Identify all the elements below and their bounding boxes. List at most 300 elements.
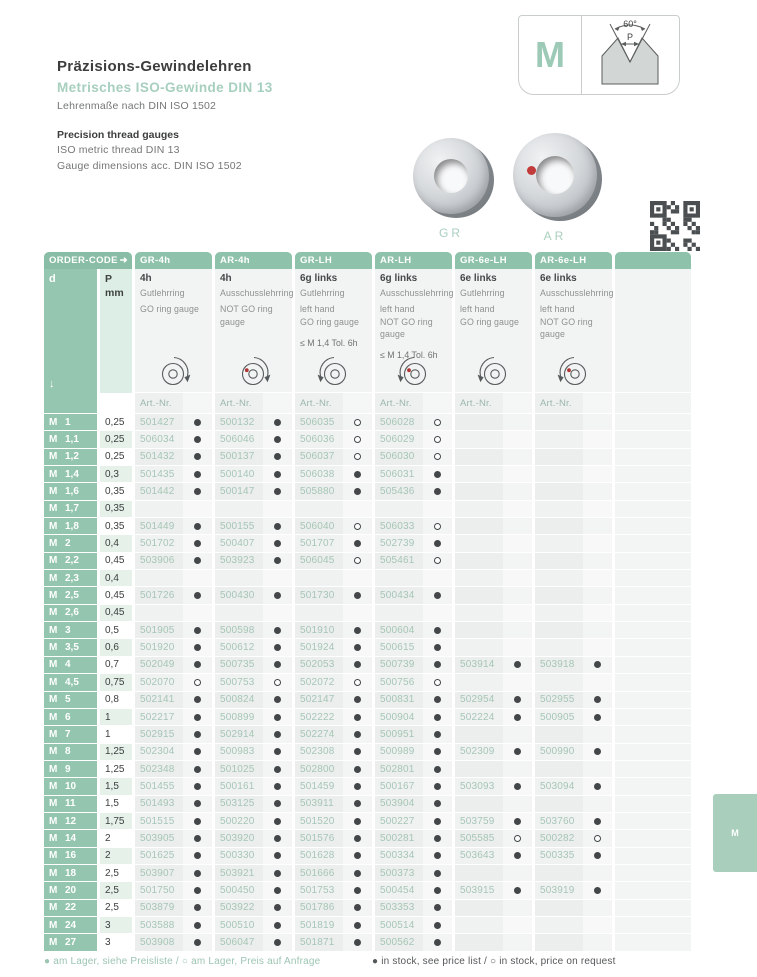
article-cell [375, 657, 452, 673]
article-number: 501459 [295, 778, 343, 794]
table-row [44, 501, 691, 518]
metric-prefix: M [49, 416, 58, 428]
in-stock-dot [194, 540, 201, 547]
article-cell [375, 466, 452, 482]
article-number: 503905 [135, 830, 183, 846]
pitch-cell [100, 848, 132, 864]
pitch-value: 2 [105, 850, 111, 862]
table-row [44, 796, 691, 813]
stock-indicator [183, 882, 212, 898]
pitch-value: 0,5 [105, 624, 119, 636]
in-stock-dot [434, 800, 441, 807]
artnr-label: Art.-Nr. [455, 393, 503, 413]
article-number [455, 553, 503, 569]
article-cell [215, 622, 292, 638]
article-cell [375, 570, 452, 586]
stock-indicator [503, 917, 532, 933]
article-cell [455, 830, 532, 846]
article-number [215, 570, 263, 586]
stock-indicator [423, 466, 452, 482]
in-stock-dot [274, 870, 281, 877]
article-cell [455, 917, 532, 933]
article-number [455, 900, 503, 916]
column-subhead-ar-6e-lh [535, 269, 612, 393]
article-number [535, 449, 583, 465]
thread-size-cell [44, 830, 97, 846]
article-cell [535, 796, 612, 812]
in-stock-dot [514, 714, 521, 721]
article-number: 502304 [135, 744, 183, 760]
article-cell [455, 848, 532, 864]
in-stock-dot [274, 852, 281, 859]
in-stock-dot [434, 766, 441, 773]
pitch-cell [100, 882, 132, 898]
stock-indicator [343, 761, 372, 777]
stock-indicator [263, 639, 292, 655]
thread-size-cell [44, 501, 97, 517]
article-cell [455, 449, 532, 465]
in-stock-dot [594, 661, 601, 668]
article-number [535, 761, 583, 777]
table-row [44, 449, 691, 466]
in-stock-dot [434, 748, 441, 755]
stock-indicator [343, 605, 372, 621]
article-cell [535, 761, 612, 777]
article-number [455, 466, 503, 482]
go-ring-gauge-photo [413, 138, 489, 240]
thread-size-cell [44, 692, 97, 708]
artnr-cell-ar-lh [375, 393, 452, 414]
ring-ccw-icon [474, 354, 514, 386]
ring-ccw-dot-icon [394, 354, 434, 386]
article-number: 503920 [215, 830, 263, 846]
article-cell [215, 501, 292, 517]
pitch-cell [100, 587, 132, 603]
gauge-name-en: GO ring gauge [460, 316, 520, 327]
metric-prefix: M [49, 832, 58, 844]
article-cell [215, 431, 292, 447]
article-cell [135, 900, 212, 916]
table-body [44, 414, 691, 952]
pitch-value: 0,25 [105, 451, 125, 463]
article-cell [135, 501, 212, 517]
pitch-cell [100, 449, 132, 465]
column-subhead-gr-6e-lh [455, 269, 532, 393]
in-stock-dot [434, 471, 441, 478]
metric-prefix: M [49, 780, 58, 792]
stock-indicator [423, 848, 452, 864]
article-number: 500904 [375, 709, 423, 725]
thread-size-value: 2 [65, 538, 71, 550]
metric-prefix: M [49, 659, 58, 671]
article-number: 503643 [455, 848, 503, 864]
article-number [535, 431, 583, 447]
stock-indicator [583, 882, 612, 898]
column-header-ar-6e-lh: AR-6e-LH [535, 252, 612, 269]
article-number: 502308 [295, 744, 343, 760]
table-artnr-row [44, 393, 691, 414]
thread-size-cell [44, 657, 97, 673]
ring-ccw-dot-wrap [394, 354, 434, 391]
stock-indicator [263, 466, 292, 482]
pitch-value: 0,45 [105, 555, 125, 567]
article-number: 500989 [375, 744, 423, 760]
thread-size-value: 20 [65, 884, 77, 896]
stock-indicator [343, 466, 372, 482]
gauge-name-en: GO ring gauge [140, 304, 200, 315]
column-header-gr-lh: GR-LH [295, 252, 372, 269]
row-blank-cell [615, 778, 691, 794]
stock-indicator [183, 483, 212, 499]
thread-size-cell [44, 744, 97, 760]
article-cell [295, 518, 372, 534]
article-number: 500132 [215, 414, 263, 430]
page-subtitle: Metrisches ISO-Gewinde DIN 13 [57, 80, 273, 95]
artnr-blank [615, 393, 691, 414]
article-number: 506036 [295, 431, 343, 447]
in-stock-dot [514, 887, 521, 894]
pitch-cell [100, 934, 132, 950]
article-number [455, 414, 503, 430]
article-number [535, 587, 583, 603]
article-number: 502274 [295, 726, 343, 742]
stock-indicator [263, 709, 292, 725]
article-cell [295, 431, 372, 447]
article-cell [295, 709, 372, 725]
pitch-value: 0,35 [105, 520, 125, 532]
stock-indicator [343, 483, 372, 499]
tolerance-note: ≤ M 1,4 Tol. 6h [300, 337, 358, 348]
article-number [295, 501, 343, 517]
in-stock-dot [594, 714, 601, 721]
stock-indicator [503, 692, 532, 708]
article-number: 503879 [135, 900, 183, 916]
article-cell [295, 778, 372, 794]
article-number: 501520 [295, 813, 343, 829]
stock-indicator [423, 622, 452, 638]
article-cell [375, 900, 452, 916]
article-cell [375, 744, 452, 760]
article-number: 501455 [135, 778, 183, 794]
artnr-dot-spacer [263, 393, 292, 413]
row-blank-cell [615, 813, 691, 829]
article-number [455, 587, 503, 603]
article-number [535, 570, 583, 586]
article-cell [135, 639, 212, 655]
article-number [455, 865, 503, 881]
stock-indicator [183, 535, 212, 551]
article-number [455, 483, 503, 499]
article-number: 500373 [375, 865, 423, 881]
stock-indicator [423, 639, 452, 655]
gauge-name-en: NOT GO ring gauge [220, 304, 273, 327]
article-number [535, 553, 583, 569]
article-number: 500905 [535, 709, 583, 725]
article-number [455, 726, 503, 742]
article-number: 502955 [535, 692, 583, 708]
article-cell [375, 674, 452, 690]
ring-ccw-dot-icon [554, 354, 594, 386]
stock-indicator [263, 657, 292, 673]
article-cell [375, 518, 452, 534]
stock-indicator [343, 570, 372, 586]
article-number: 502072 [295, 674, 343, 690]
on-request-dot [514, 835, 521, 842]
stock-indicator [503, 865, 532, 881]
table-row [44, 535, 691, 552]
article-number [375, 605, 423, 621]
metric-prefix: M [49, 676, 58, 688]
article-cell [135, 848, 212, 864]
metric-prefix: M [49, 936, 58, 948]
article-cell [295, 622, 372, 638]
stock-indicator [503, 587, 532, 603]
article-number [375, 570, 423, 586]
order-code-label: ORDER-CODE [49, 255, 118, 266]
thread-size-cell [44, 761, 97, 777]
section-tab-m: M [713, 794, 757, 872]
article-cell [135, 778, 212, 794]
pitch-value: 0,7 [105, 659, 119, 671]
in-stock-dot [194, 696, 201, 703]
row-blank-cell [615, 726, 691, 742]
article-number [455, 761, 503, 777]
thread-size-cell [44, 639, 97, 655]
article-cell [215, 865, 292, 881]
article-number: 506031 [375, 466, 423, 482]
row-blank-cell [615, 900, 691, 916]
stock-indicator [263, 553, 292, 569]
stock-indicator [343, 813, 372, 829]
article-number: 501871 [295, 934, 343, 950]
artnr-label: Art.-Nr. [375, 393, 423, 413]
thread-size-value: 10 [65, 780, 77, 792]
stock-indicator [183, 865, 212, 881]
article-number: 501625 [135, 848, 183, 864]
stock-indicator [263, 813, 292, 829]
column-header-ar-4h: AR-4h [215, 252, 292, 269]
article-number: 500430 [215, 587, 263, 603]
artnr-dot-spacer [503, 393, 532, 413]
pitch-value: 0,4 [105, 572, 119, 584]
article-number: 500140 [215, 466, 263, 482]
thread-size-cell [44, 796, 97, 812]
article-cell [135, 622, 212, 638]
in-stock-dot [194, 818, 201, 825]
stock-indicator [263, 761, 292, 777]
article-number: 506033 [375, 518, 423, 534]
metric-prefix: M [49, 434, 58, 446]
article-cell [295, 830, 372, 846]
in-stock-dot [354, 887, 361, 894]
article-number: 500434 [375, 587, 423, 603]
in-stock-dot [354, 922, 361, 929]
stock-indicator [503, 605, 532, 621]
stock-indicator [423, 483, 452, 499]
stock-indicator [423, 553, 452, 569]
thread-size-value: 9 [65, 763, 71, 775]
article-number: 502309 [455, 744, 503, 760]
table-row [44, 553, 691, 570]
article-cell [295, 882, 372, 898]
stock-indicator [503, 518, 532, 534]
page-note-de: Lehrenmaße nach DIN ISO 1502 [57, 100, 217, 112]
tolerance-class-label: 4h [220, 273, 232, 284]
pitch-label: P [105, 273, 113, 285]
article-cell [455, 414, 532, 430]
metric-prefix: M [49, 468, 58, 480]
table-row [44, 587, 691, 604]
article-number: 503588 [135, 917, 183, 933]
in-stock-dot [194, 592, 201, 599]
artnr-cell-ar-4h [215, 393, 292, 414]
row-blank-cell [615, 431, 691, 447]
in-stock-dot [274, 488, 281, 495]
thread-size-value: 11 [65, 798, 76, 810]
article-cell [135, 796, 212, 812]
article-cell [295, 657, 372, 673]
article-number: 500831 [375, 692, 423, 708]
article-cell [215, 709, 292, 725]
article-cell [135, 934, 212, 950]
article-cell [215, 778, 292, 794]
article-cell [135, 570, 212, 586]
in-stock-dot [434, 818, 441, 825]
in-stock-dot [274, 835, 281, 842]
thread-size-value: 2,6 [65, 607, 79, 619]
in-stock-dot [274, 557, 281, 564]
article-number [535, 865, 583, 881]
article-number: 502348 [135, 761, 183, 777]
stock-indicator [503, 501, 532, 517]
article-number: 503922 [215, 900, 263, 916]
in-stock-dot [514, 696, 521, 703]
article-cell [375, 813, 452, 829]
pitch-cell [100, 414, 132, 430]
in-stock-dot [194, 453, 201, 460]
stock-indicator [263, 726, 292, 742]
pitch-cell [100, 830, 132, 846]
stock-indicator [583, 796, 612, 812]
stock-indicator [183, 414, 212, 430]
article-cell [215, 518, 292, 534]
article-number: 501435 [135, 466, 183, 482]
stock-indicator [343, 449, 372, 465]
article-cell [135, 535, 212, 551]
table-row [44, 900, 691, 917]
stock-indicator [263, 744, 292, 760]
in-stock-dot [274, 540, 281, 547]
on-request-dot [354, 419, 361, 426]
article-cell [455, 726, 532, 742]
table-row [44, 848, 691, 865]
article-cell [215, 744, 292, 760]
ring-ccw-icon [314, 354, 354, 386]
in-stock-dot [434, 731, 441, 738]
pitch-value: 0,4 [105, 538, 119, 550]
pitch-cell [100, 709, 132, 725]
article-number [295, 570, 343, 586]
stock-indicator [423, 709, 452, 725]
article-number: 500756 [375, 674, 423, 690]
thread-size-value: 4 [65, 659, 71, 671]
pitch-value: 1 [105, 711, 111, 723]
pitch-cell [100, 639, 132, 655]
stock-indicator [503, 570, 532, 586]
table-row [44, 639, 691, 656]
stock-indicator [423, 431, 452, 447]
stock-indicator [583, 761, 612, 777]
pitch-cell [100, 431, 132, 447]
page-header [57, 58, 273, 174]
article-cell [135, 587, 212, 603]
stock-indicator [343, 796, 372, 812]
in-stock-dot [514, 748, 521, 755]
on-request-dot [354, 453, 361, 460]
article-cell [535, 639, 612, 655]
thread-size-cell [44, 483, 97, 499]
stock-indicator [503, 535, 532, 551]
thread-size-value: 1 [65, 416, 71, 428]
metric-prefix: M [49, 538, 58, 550]
row-blank-cell [615, 934, 691, 950]
gauge-name-en: NOT GO ring gauge [380, 316, 433, 339]
thread-size-cell [44, 917, 97, 933]
article-number [135, 605, 183, 621]
artnr-cell-gr-6e-lh [455, 393, 532, 414]
article-number [535, 796, 583, 812]
pitch-cell [100, 518, 132, 534]
article-number: 500155 [215, 518, 263, 534]
thread-size-value: 4,5 [65, 676, 79, 688]
table-row [44, 813, 691, 830]
thread-size-cell [44, 587, 97, 603]
in-stock-dot [514, 818, 521, 825]
article-number: 502800 [295, 761, 343, 777]
article-number: 501427 [135, 414, 183, 430]
article-number: 501493 [135, 796, 183, 812]
pitch-cell [100, 674, 132, 690]
article-number [535, 466, 583, 482]
article-cell [535, 674, 612, 690]
article-cell [375, 587, 452, 603]
column-header-ar-lh: AR-LH [375, 252, 452, 269]
stock-indicator [263, 414, 292, 430]
thread-size-cell [44, 882, 97, 898]
article-cell [375, 726, 452, 742]
article-cell [135, 518, 212, 534]
thread-size-value: 1,7 [65, 503, 79, 515]
article-number: 501707 [295, 535, 343, 551]
metric-prefix: M [49, 520, 58, 532]
article-number [455, 535, 503, 551]
notgo-ring-label: AR [543, 229, 567, 243]
article-cell [135, 813, 212, 829]
row-blank-cell [615, 744, 691, 760]
article-cell [375, 882, 452, 898]
row-blank-cell [615, 761, 691, 777]
article-cell [215, 570, 292, 586]
row-blank-cell [615, 449, 691, 465]
stock-indicator [183, 761, 212, 777]
article-cell [375, 639, 452, 655]
diameter-column-head [44, 269, 97, 393]
pitch-value: 0,45 [105, 607, 125, 619]
row-blank-cell [615, 865, 691, 881]
article-number: 500330 [215, 848, 263, 864]
stock-indicator [583, 813, 612, 829]
article-cell [455, 587, 532, 603]
